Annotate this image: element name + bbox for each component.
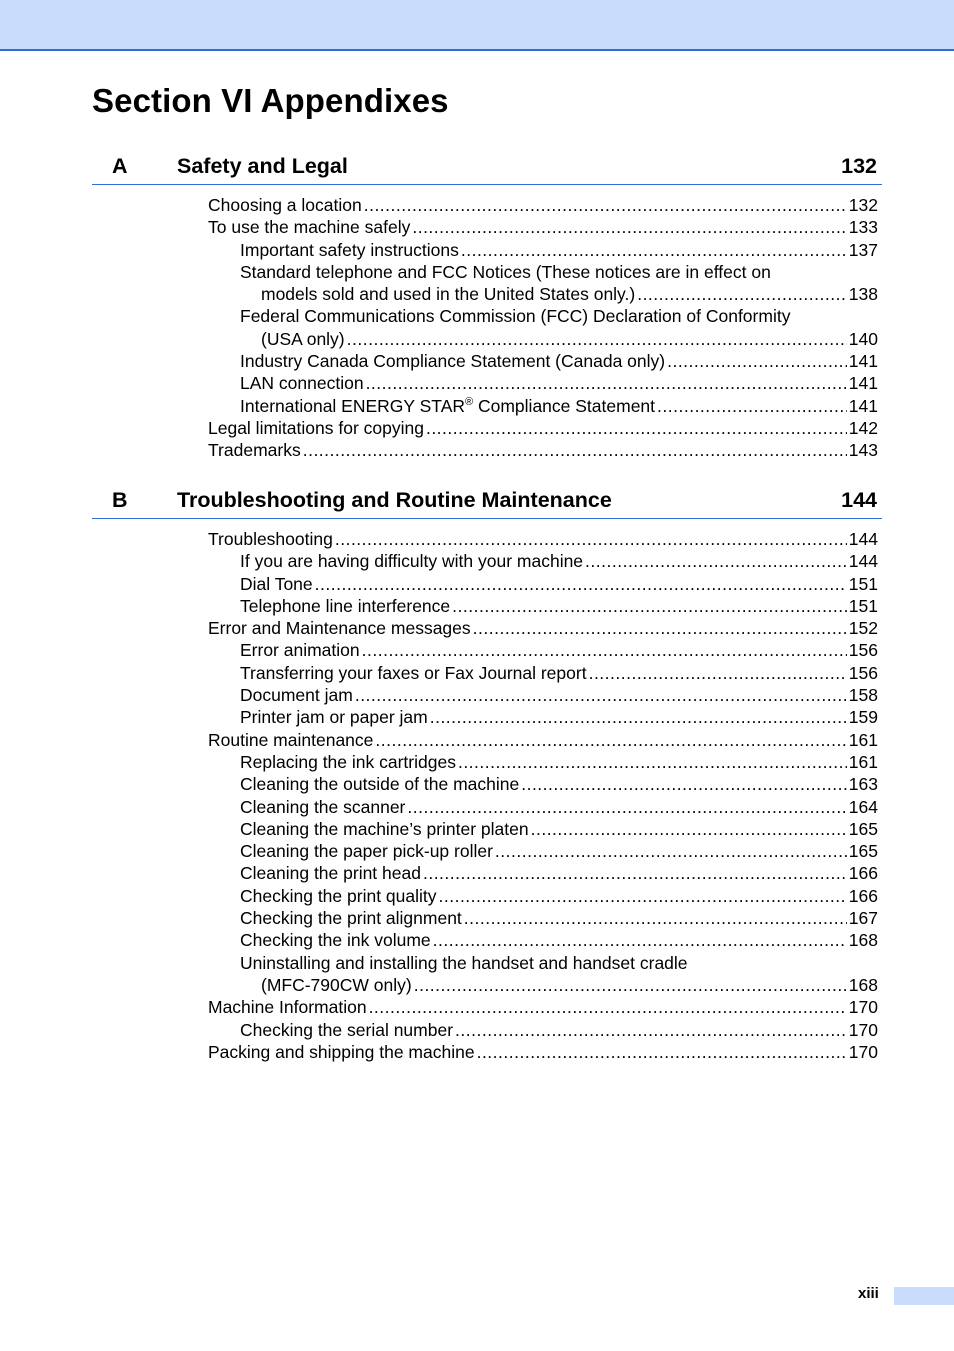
toc-entry[interactable] bbox=[208, 372, 878, 394]
toc-entry-text bbox=[240, 885, 437, 907]
toc-entry[interactable] bbox=[208, 194, 878, 216]
toc-entry-text bbox=[240, 840, 493, 862]
toc-entry-page: 164 bbox=[848, 796, 878, 817]
dot-leader bbox=[315, 573, 847, 595]
dot-leader bbox=[426, 417, 847, 439]
toc-entry-page: 141 bbox=[848, 373, 878, 394]
toc-entry-text bbox=[240, 395, 655, 417]
dot-leader bbox=[477, 1041, 847, 1063]
toc-entry-label: If you are having difficulty with your machine bbox=[240, 551, 584, 572]
dot-leader bbox=[531, 818, 847, 840]
dot-leader bbox=[369, 996, 847, 1018]
chapter-title: Safety and Legal bbox=[177, 154, 348, 178]
toc-entry[interactable] bbox=[208, 239, 878, 261]
toc-entry-page: 161 bbox=[848, 729, 878, 750]
toc-entry-text bbox=[240, 929, 431, 951]
toc-entry-label: Checking the ink volume bbox=[240, 930, 431, 951]
toc-entry-label: Dial Tone bbox=[240, 573, 313, 594]
toc-entry-page: 168 bbox=[848, 974, 878, 995]
toc-entry-label: Routine maintenance bbox=[208, 729, 374, 750]
toc-entry-label: (USA only) bbox=[261, 328, 345, 349]
toc-entry-text bbox=[208, 729, 373, 751]
toc-entry[interactable] bbox=[208, 573, 878, 595]
toc-list-b bbox=[208, 528, 878, 1063]
toc-entry-label: Cleaning the outside of the machine bbox=[240, 774, 520, 795]
toc-entry-page: 166 bbox=[848, 863, 878, 884]
toc-entry[interactable] bbox=[208, 885, 878, 907]
toc-entry-page: 142 bbox=[848, 417, 878, 438]
toc-entry-label: Choosing a location bbox=[208, 195, 362, 215]
toc-entry-text bbox=[240, 372, 364, 394]
toc-entry-page: 141 bbox=[848, 351, 878, 372]
toc-entry[interactable] bbox=[208, 751, 878, 773]
toc-entry-text bbox=[208, 194, 362, 216]
toc-entry-text bbox=[208, 528, 333, 550]
toc-entry-label: Industry Canada Compliance Statement (Canada only) bbox=[240, 351, 666, 372]
toc-entry[interactable] bbox=[208, 216, 878, 238]
toc-entry-text bbox=[240, 350, 665, 372]
toc-entry-label: Cleaning the paper pick-up roller bbox=[240, 841, 493, 862]
dot-leader bbox=[452, 595, 847, 617]
dot-leader bbox=[423, 862, 847, 884]
toc-entry-text bbox=[208, 439, 301, 461]
dot-leader bbox=[521, 773, 847, 795]
chapter-heading-a[interactable] bbox=[92, 150, 882, 185]
toc-entry-label: Trademarks bbox=[208, 440, 301, 461]
toc-entry-page: 165 bbox=[848, 818, 878, 839]
toc-entry-text bbox=[240, 684, 353, 706]
dot-leader bbox=[375, 729, 846, 751]
toc-entry-label: Cleaning the print head bbox=[240, 863, 421, 884]
dot-leader bbox=[414, 974, 847, 996]
toc-entry-label: Packing and shipping the machine bbox=[208, 1041, 475, 1062]
dot-leader bbox=[362, 639, 847, 661]
dot-leader bbox=[439, 885, 847, 907]
toc-entry[interactable] bbox=[208, 350, 878, 372]
toc-entry-text bbox=[240, 796, 405, 818]
toc-entry-label: Replacing the ink cartridges bbox=[240, 751, 456, 772]
toc-entry-text bbox=[240, 639, 360, 661]
toc-entry[interactable] bbox=[208, 662, 878, 684]
toc-entry-page: 152 bbox=[848, 618, 878, 639]
toc-entry[interactable] bbox=[208, 840, 878, 862]
chapter-title: Troubleshooting and Routine Maintenance bbox=[177, 488, 612, 512]
toc-entry-text bbox=[261, 283, 635, 305]
toc-entry[interactable] bbox=[208, 617, 878, 639]
toc-entry-page: 156 bbox=[848, 640, 878, 661]
toc-entry-text bbox=[240, 751, 456, 773]
toc-entry-label: LAN connection bbox=[240, 373, 364, 394]
toc-entry-page: 138 bbox=[848, 284, 878, 305]
toc-entry-text bbox=[240, 1019, 453, 1041]
toc-entry[interactable] bbox=[208, 996, 878, 1018]
toc-entry[interactable] bbox=[208, 729, 878, 751]
toc-entry-page: 170 bbox=[848, 1019, 878, 1040]
toc-entry-page: 132 bbox=[848, 195, 878, 215]
toc-entry[interactable] bbox=[208, 796, 878, 818]
toc-entry-label: Machine Information bbox=[208, 997, 367, 1018]
toc-entry-label: Legal limitations for copying bbox=[208, 417, 424, 438]
toc-entry-label: Important safety instructions bbox=[240, 239, 459, 260]
dot-leader bbox=[430, 706, 847, 728]
toc-entry-text bbox=[240, 239, 459, 261]
dot-leader bbox=[364, 194, 847, 216]
toc-entry[interactable] bbox=[208, 417, 878, 439]
dot-leader bbox=[458, 751, 847, 773]
dot-leader bbox=[407, 796, 846, 818]
toc-entry[interactable] bbox=[208, 862, 878, 884]
toc-entry-text bbox=[240, 595, 450, 617]
toc-entry-text-first-line: Federal Communications Commission (FCC) Declaration of Conformity bbox=[240, 306, 791, 327]
dot-leader bbox=[637, 283, 847, 305]
toc-entry-text bbox=[240, 706, 428, 728]
toc-entry[interactable] bbox=[208, 952, 878, 997]
toc-entry-page: 151 bbox=[848, 573, 878, 594]
toc-entry-text-first-line: Uninstalling and installing the handset and handset cradle bbox=[240, 952, 688, 973]
toc-entry[interactable] bbox=[208, 639, 878, 661]
toc-entry-text bbox=[208, 417, 424, 439]
toc-entry-label: (MFC-790CW only) bbox=[261, 974, 412, 995]
dot-leader bbox=[461, 239, 847, 261]
dot-leader bbox=[667, 350, 847, 372]
toc-entry[interactable] bbox=[208, 305, 878, 350]
toc-entry-page: 163 bbox=[848, 774, 878, 795]
toc-entry-page: 133 bbox=[848, 217, 878, 238]
toc-entry[interactable] bbox=[208, 395, 878, 417]
toc-entry-text bbox=[240, 550, 583, 572]
toc-entry-label: To use the machine safely bbox=[208, 217, 411, 238]
toc-entry[interactable] bbox=[208, 818, 878, 840]
toc-entry-label: models sold and used in the United States only.) bbox=[261, 284, 636, 305]
toc-entry[interactable] bbox=[208, 261, 878, 306]
page-number: xiii bbox=[858, 1285, 879, 1302]
dot-leader bbox=[433, 929, 847, 951]
toc-entry[interactable] bbox=[208, 1019, 878, 1041]
toc-entry-page: 166 bbox=[848, 885, 878, 906]
toc-entry-text bbox=[208, 216, 410, 238]
toc-entry[interactable] bbox=[208, 929, 878, 951]
toc-entry-page: 168 bbox=[848, 930, 878, 951]
toc-entry-label: Printer jam or paper jam bbox=[240, 707, 428, 728]
toc-entry-text bbox=[240, 907, 462, 929]
toc-entry[interactable] bbox=[208, 550, 878, 572]
dot-leader bbox=[495, 840, 847, 862]
toc-entry-text bbox=[240, 573, 313, 595]
toc-entry-label: Transferring your faxes or Fax Journal report bbox=[240, 662, 587, 683]
toc-entry-label: International ENERGY STAR bbox=[240, 395, 466, 416]
toc-entry-label: Document jam bbox=[240, 685, 353, 706]
toc-entry-page: 158 bbox=[848, 685, 878, 706]
toc-entry-text bbox=[208, 617, 471, 639]
toc-entry-page: 156 bbox=[848, 662, 878, 683]
toc-entry[interactable] bbox=[208, 684, 878, 706]
toc-entry-text-first-line: Standard telephone and FCC Notices (These notices are in effect on bbox=[240, 261, 771, 282]
registered-mark: ® bbox=[465, 395, 474, 408]
chapter-letter: A bbox=[112, 154, 128, 178]
toc-entry-text bbox=[261, 974, 412, 996]
toc-entry-label: Troubleshooting bbox=[208, 529, 333, 549]
dot-leader bbox=[585, 550, 847, 572]
toc-entry-text bbox=[240, 773, 519, 795]
toc-entry-label: Cleaning the scanner bbox=[240, 796, 406, 817]
dot-leader bbox=[589, 662, 847, 684]
dot-leader bbox=[303, 439, 847, 461]
toc-entry-page: 170 bbox=[848, 997, 878, 1018]
toc-entry-text bbox=[240, 818, 529, 840]
dot-leader bbox=[464, 907, 847, 929]
toc-entry-page: 143 bbox=[848, 440, 878, 461]
dot-leader bbox=[473, 617, 847, 639]
toc-entry-label: Telephone line interference bbox=[240, 595, 451, 616]
toc-entry-page: 137 bbox=[848, 239, 878, 260]
toc-entry-text bbox=[261, 328, 345, 350]
toc-entry-label: Cleaning the machine’s printer platen bbox=[240, 818, 529, 839]
toc-entry-text bbox=[240, 862, 421, 884]
header-band bbox=[0, 0, 954, 51]
dot-leader bbox=[455, 1019, 847, 1041]
chapter-page: 132 bbox=[841, 154, 877, 178]
toc-entry-page: 170 bbox=[848, 1041, 878, 1062]
toc-entry-page: 161 bbox=[848, 751, 878, 772]
toc-entry-label-continued: Compliance Statement bbox=[473, 395, 656, 416]
footer-tab bbox=[894, 1287, 954, 1305]
toc-list-a bbox=[208, 194, 878, 462]
toc-entry[interactable] bbox=[208, 907, 878, 929]
dot-leader bbox=[335, 528, 847, 550]
chapter-page: 144 bbox=[841, 488, 877, 512]
toc-entry-label: Checking the serial number bbox=[240, 1019, 454, 1040]
chapter-letter: B bbox=[112, 488, 128, 512]
toc-entry-page: 144 bbox=[848, 529, 878, 549]
toc-entry-text bbox=[240, 662, 587, 684]
dot-leader bbox=[355, 684, 847, 706]
toc-entry[interactable] bbox=[208, 1041, 878, 1063]
toc-entry-text bbox=[208, 996, 367, 1018]
section-title: Section VI Appendixes bbox=[92, 82, 449, 119]
dot-leader bbox=[347, 328, 847, 350]
chapter-heading-b[interactable] bbox=[92, 484, 882, 519]
toc-entry[interactable] bbox=[208, 773, 878, 795]
toc-entry[interactable] bbox=[208, 528, 878, 550]
dot-leader bbox=[366, 372, 847, 394]
toc-entry-label: Checking the print quality bbox=[240, 885, 437, 906]
toc-entry-page: 144 bbox=[848, 551, 878, 572]
toc-entry-page: 167 bbox=[848, 908, 878, 929]
toc-entry-page: 165 bbox=[848, 841, 878, 862]
toc-entry[interactable] bbox=[208, 595, 878, 617]
toc-entry-label: Error and Maintenance messages bbox=[208, 618, 471, 639]
toc-entry-page: 141 bbox=[848, 395, 878, 416]
toc-entry-text bbox=[208, 1041, 475, 1063]
toc-entry-page: 140 bbox=[848, 328, 878, 349]
toc-entry-label: Error animation bbox=[240, 640, 360, 661]
dot-leader bbox=[657, 395, 847, 417]
toc-entry[interactable] bbox=[208, 439, 878, 461]
toc-entry-page: 159 bbox=[848, 707, 878, 728]
toc-entry-label: Checking the print alignment bbox=[240, 908, 462, 929]
dot-leader bbox=[412, 216, 846, 238]
toc-entry[interactable] bbox=[208, 706, 878, 728]
toc-entry-page: 151 bbox=[848, 595, 878, 616]
